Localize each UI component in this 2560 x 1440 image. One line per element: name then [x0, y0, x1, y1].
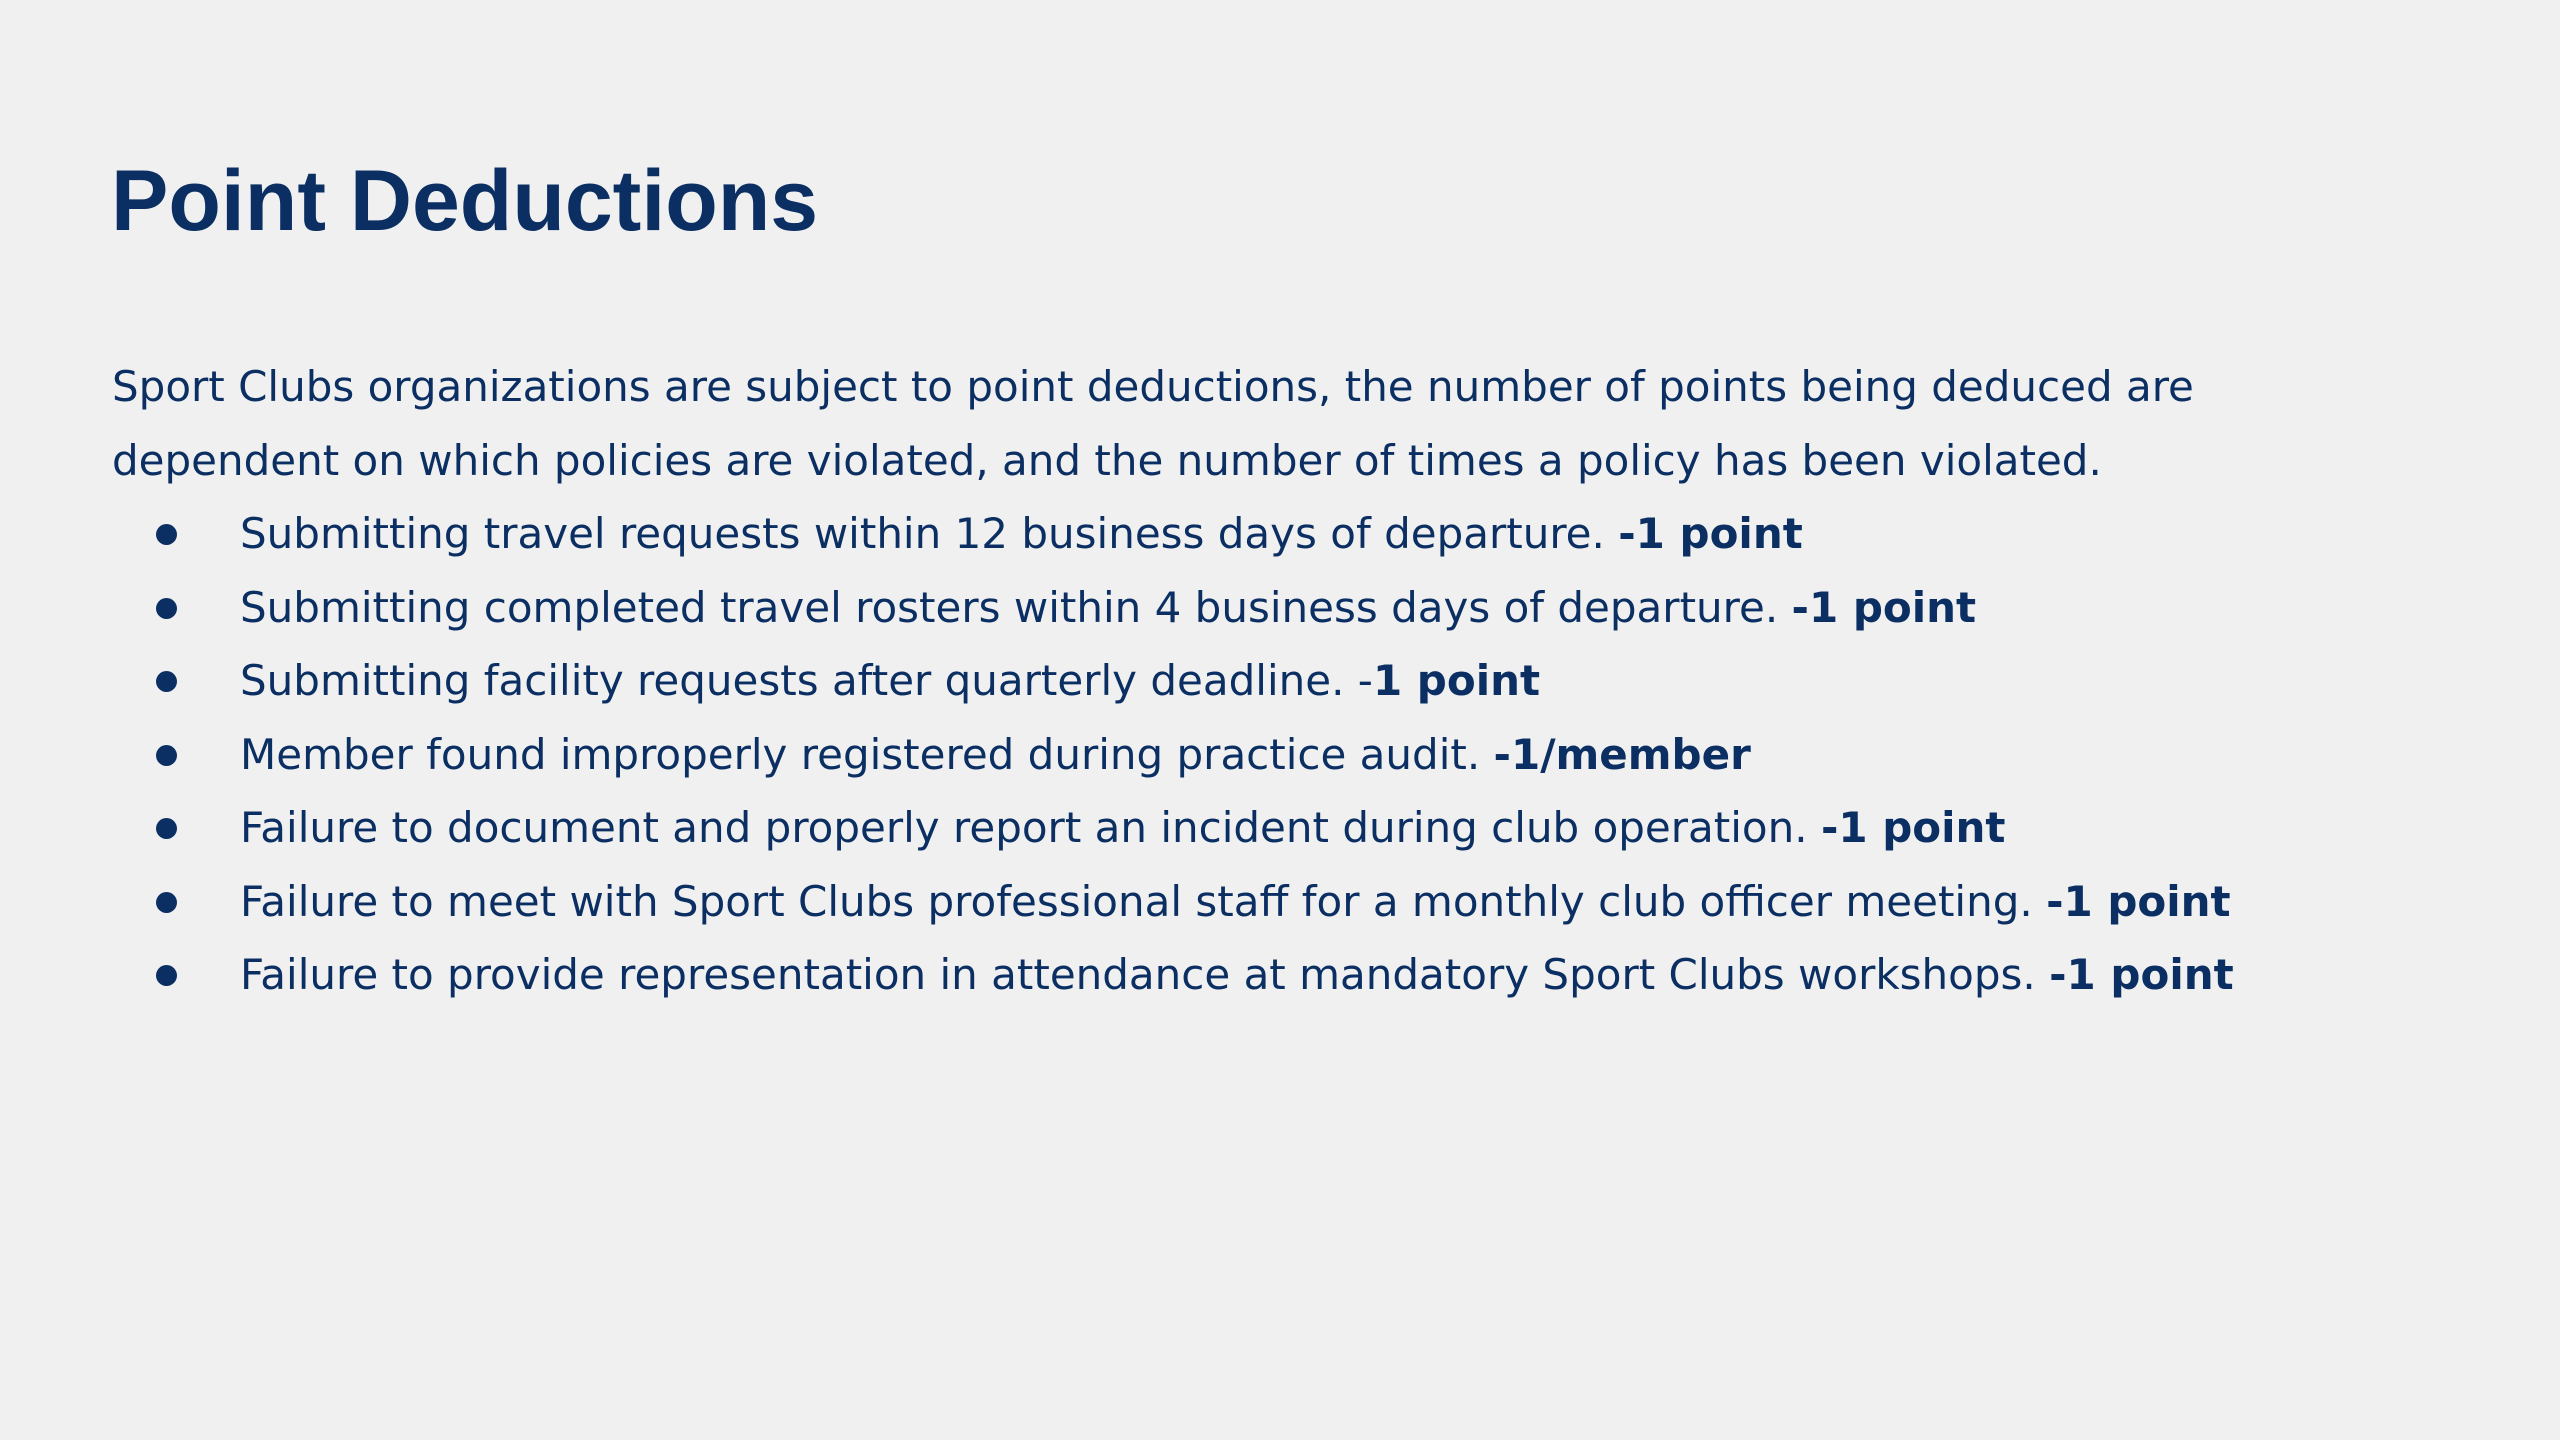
bullet-dot-icon [156, 892, 177, 913]
bullet-dot-icon [156, 671, 177, 692]
deduction-text: Failure to document and properly report an incident during club operation. [240, 803, 1821, 852]
deduction-item-7 [112, 938, 2332, 1012]
deduction-item-6 [112, 865, 2332, 939]
deduction-points: -1 point [1618, 509, 1803, 558]
deduction-points: -1/member [1493, 729, 1751, 779]
deduction-item-3 [112, 644, 2332, 718]
deduction-points: -1 point [1791, 582, 1977, 632]
deduction-item-5 [112, 791, 2332, 865]
deduction-item-2 [112, 571, 2332, 645]
slide-title: Point Deductions [111, 153, 819, 249]
deduction-text: Submitting completed travel rosters within 4 business days of departure. [240, 582, 1792, 632]
deduction-points: -1 point [2049, 950, 2234, 999]
deduction-list [112, 497, 2332, 1012]
bullet-dot-icon [156, 965, 177, 986]
bullet-dot-icon [156, 524, 177, 545]
deduction-text: Member found improperly registered during practice audit. [240, 729, 1494, 779]
intro-paragraph: Sport Clubs organizations are subject to point deductions, the number of points being deduced are dependent on which policies are violated, and the number of times a policy has been violated. [112, 362, 2194, 485]
deduction-points: 1 point [1372, 656, 1541, 705]
deduction-text: Submitting facility requests after quarterly deadline. - [240, 656, 1373, 705]
deduction-points: -1 point [2046, 876, 2231, 926]
deduction-text: Failure to meet with Sport Clubs professional staff for a monthly club officer meeting. [240, 876, 2047, 926]
deduction-points: -1 point [1820, 803, 2006, 852]
deduction-item-1 [112, 497, 2332, 571]
bullet-dot-icon [156, 745, 177, 766]
deduction-text: Submitting travel requests within 12 business days of departure. [240, 509, 1619, 558]
deduction-text: Failure to provide representation in attendance at mandatory Sport Clubs workshops. [240, 950, 2050, 999]
bullet-dot-icon [156, 598, 177, 619]
deduction-item-4 [112, 718, 2332, 792]
slide-content [112, 350, 2332, 1012]
bullet-dot-icon [156, 818, 177, 839]
